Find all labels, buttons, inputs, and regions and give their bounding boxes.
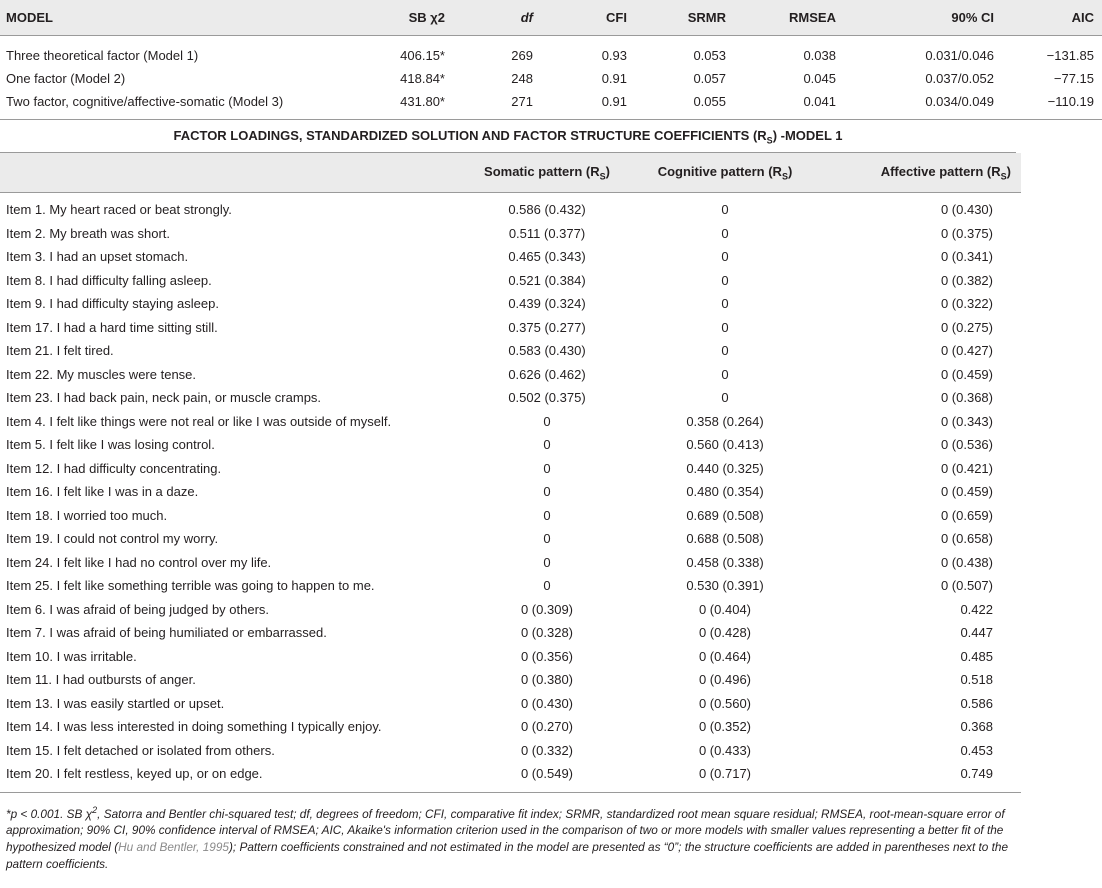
cell-item-text: Item 9. I had difficulty staying asleep. — [6, 296, 219, 312]
loadings-table-row — [0, 692, 1021, 716]
cell-cognitive: 0 (0.560) — [698, 695, 752, 711]
loadings-table-row — [0, 269, 1021, 293]
cell-affective: 0 (0.375) — [940, 225, 993, 241]
cell-affective: 0 (0.341) — [940, 249, 993, 265]
cell-somatic: 0 (0.332) — [520, 742, 574, 758]
loadings-table-row — [0, 292, 1021, 316]
col-sb-chi2-header: SB χ2 — [340, 0, 455, 36]
somatic-header-text: Somatic pattern (R — [484, 163, 600, 179]
cell-somatic: 0 — [543, 460, 551, 476]
cell-aic: −131.85 — [1046, 48, 1094, 63]
cell-affective: 0 (0.507) — [940, 578, 993, 594]
loadings-table-row — [0, 645, 1021, 669]
cell-affective: 0.586 — [960, 695, 993, 711]
loadings-table-row — [0, 480, 1021, 504]
cell-aic: −110.19 — [1008, 90, 1102, 120]
cell-srmr: 0.057 — [693, 71, 726, 86]
cell-item-text: Item 10. I was irritable. — [6, 648, 137, 664]
cell-item-text: Item 12. I had difficulty concentrating. — [6, 460, 222, 476]
cell-somatic: 0 — [543, 413, 551, 429]
cell-cognitive: 0.480 (0.354) — [686, 484, 764, 500]
cell-item-text: Item 24. I felt like I had no control over my life. — [6, 554, 272, 570]
cell-item-text: Item 16. I felt like I was in a daze. — [6, 484, 199, 500]
cell-somatic: 0.583 (0.430) — [508, 343, 586, 359]
cell-affective: 0 (0.536) — [940, 437, 993, 453]
cell-somatic: 0 — [543, 554, 551, 570]
fit-table-row — [0, 36, 1102, 68]
cell-somatic: 0.502 (0.375) — [508, 390, 586, 406]
cell-affective: 0 (0.322) — [940, 296, 993, 312]
loadings-table-row — [0, 386, 1021, 410]
cell-affective: 0.453 — [960, 742, 993, 758]
col-df-header: df — [455, 0, 543, 36]
cell-srmr: 0.055 — [640, 90, 738, 120]
cell-cognitive: 0 (0.496) — [698, 672, 752, 688]
cell-affective: 0.422 — [960, 601, 993, 617]
loadings-table-row — [0, 621, 1021, 645]
affective-header-sub: S — [1000, 171, 1007, 182]
col-cfi-header: CFI — [543, 0, 640, 36]
cell-srmr: 0.053 — [693, 48, 726, 63]
loadings-table-row — [0, 551, 1021, 575]
footnote-text-3: ); Pattern coefficients constrained and not estimated in the model are presented as “0”; the structure coefficients are added in parentheses next to the pattern coefficients. — [6, 840, 1009, 872]
col-model-header: MODEL — [0, 0, 340, 36]
loadings-table-row — [0, 504, 1021, 528]
cell-model: Two factor, cognitive/affective-somatic (Model 3) — [0, 90, 340, 120]
cell-item-text: Item 13. I was easily startled or upset. — [6, 695, 225, 711]
citation-link[interactable]: Hu and Bentler, 1995 — [118, 840, 229, 855]
cell-item-text: Item 14. I was less interested in doing something I typically enjoy. — [6, 719, 382, 735]
cell-aic: −77.15 — [1053, 71, 1094, 86]
cell-df: 271 — [455, 90, 543, 120]
cell-cognitive: 0 — [721, 390, 729, 406]
loadings-table-row — [0, 339, 1021, 363]
cognitive-header-text: Cognitive pattern (R — [657, 163, 782, 179]
cell-cognitive: 0.530 (0.391) — [686, 578, 764, 594]
cell-somatic: 0.626 (0.462) — [508, 366, 586, 382]
cell-somatic: 0.511 (0.377) — [508, 225, 586, 241]
cell-somatic: 0.521 (0.384) — [508, 272, 586, 288]
fit-table-row — [0, 67, 1102, 90]
cell-affective: 0 (0.421) — [940, 460, 993, 476]
cell-cognitive: 0 — [721, 202, 729, 218]
loadings-table-row — [0, 222, 1021, 246]
cell-affective: 0 (0.438) — [940, 554, 993, 570]
cell-item-text: Item 2. My breath was short. — [6, 225, 171, 241]
loadings-table-row — [0, 762, 1021, 792]
cell-sb-chi2: 406.15* — [400, 48, 445, 63]
cell-cognitive: 0 — [721, 225, 729, 241]
cell-affective: 0 (0.382) — [940, 272, 993, 288]
loadings-table-row — [0, 457, 1021, 481]
somatic-header-sub: S — [599, 171, 606, 182]
cell-somatic: 0 — [543, 507, 551, 523]
loadings-section-title — [0, 120, 1016, 153]
cell-cognitive: 0 (0.464) — [698, 648, 752, 664]
loadings-table-row — [0, 739, 1021, 763]
cell-rmsea: 0.038 — [803, 48, 836, 63]
fit-table-row — [0, 90, 1102, 120]
cell-cfi: 0.91 — [543, 90, 640, 120]
cell-affective: 0 (0.430) — [940, 202, 993, 218]
cell-ci: 0.031/0.046 — [925, 48, 994, 63]
cell-item-text: Item 8. I had difficulty falling asleep. — [6, 272, 212, 288]
cell-somatic: 0 (0.328) — [520, 625, 574, 641]
cell-affective: 0.518 — [960, 672, 993, 688]
loadings-table-row — [0, 433, 1021, 457]
cell-cognitive: 0.440 (0.325) — [686, 460, 764, 476]
cell-cfi: 0.93 — [601, 48, 627, 63]
cell-rmsea: 0.045 — [803, 71, 836, 86]
cell-somatic: 0 (0.430) — [520, 695, 574, 711]
loadings-table-row — [0, 598, 1021, 622]
footnote-text-2: , Satorra and Bentler chi-squared test; df, degrees of freedom; CFI, comparative fit index; SRMR, standardized root mean square residual; RMSEA, root-mean-square error of approximation; 90% CI, 90% confidence interval of RMSEA; AIC, Akaike's information criterion used in the comparison of two or more models with smaller values representing a better fit of the hypothesized model ( — [6, 806, 1005, 855]
loadings-table-row — [0, 316, 1021, 340]
cell-somatic: 0.586 (0.432) — [508, 202, 586, 218]
cell-somatic: 0 — [543, 578, 551, 594]
cell-affective: 0.749 — [817, 762, 1021, 792]
cell-affective: 0.485 — [960, 648, 993, 664]
cell-item-text: Item 5. I felt like I was losing control. — [6, 437, 215, 453]
cell-affective: 0 (0.275) — [940, 319, 993, 335]
cell-item-text: Item 17. I had a hard time sitting still. — [6, 319, 218, 335]
cell-cognitive: 0.688 (0.508) — [686, 531, 764, 547]
col-affective-header — [817, 153, 1021, 193]
cell-item-text: Item 4. I felt like things were not real or like I was outside of myself. — [6, 413, 392, 429]
col-aic-header: AIC — [1008, 0, 1102, 36]
cell-affective: 0.368 — [960, 719, 993, 735]
cell-df: 248 — [511, 71, 533, 86]
cell-item-text: Item 11. I had outbursts of anger. — [6, 672, 196, 688]
cell-cognitive: 0 — [721, 366, 729, 382]
affective-header-close: ) — [1006, 163, 1011, 179]
loadings-table-row — [0, 245, 1021, 269]
cell-cognitive: 0 — [721, 272, 729, 288]
loadings-table-row — [0, 527, 1021, 551]
somatic-header-close: ) — [605, 163, 610, 179]
cell-cognitive: 0 (0.404) — [698, 601, 752, 617]
cell-affective: 0 (0.459) — [940, 366, 993, 382]
cell-cognitive: 0 — [721, 249, 729, 265]
fit-header-row — [0, 0, 1102, 36]
loadings-title-prefix: FACTOR LOADINGS, STANDARDIZED SOLUTION AND FACTOR STRUCTURE COEFFICIENTS (R — [173, 128, 767, 143]
cell-item-text: Item 18. I worried too much. — [6, 507, 168, 523]
cell-affective: 0 (0.427) — [940, 343, 993, 359]
cognitive-header-close: ) — [787, 163, 793, 179]
cell-somatic: 0 (0.309) — [520, 601, 574, 617]
loadings-title-suffix: ) -MODEL 1 — [772, 128, 843, 143]
cell-item-text: Item 15. I felt detached or isolated from others. — [6, 742, 275, 758]
cell-rmsea: 0.041 — [738, 90, 848, 120]
cell-affective: 0 (0.459) — [940, 484, 993, 500]
cell-cognitive: 0 (0.428) — [698, 625, 752, 641]
cell-cfi: 0.91 — [601, 71, 627, 86]
cell-cognitive: 0 — [721, 296, 729, 312]
cell-sb-chi2: 431.80* — [340, 90, 455, 120]
loadings-table-row — [0, 363, 1021, 387]
cell-affective: 0 (0.343) — [940, 413, 993, 429]
cell-sb-chi2: 418.84* — [400, 71, 445, 86]
cell-affective: 0.447 — [960, 625, 993, 641]
cell-somatic: 0 (0.549) — [461, 762, 633, 792]
cell-somatic: 0.439 (0.324) — [508, 296, 586, 312]
cell-item-text: Item 7. I was afraid of being humiliated or embarrassed. — [6, 625, 327, 641]
cell-cognitive: 0 (0.717) — [633, 762, 817, 792]
cell-item-text: Item 22. My muscles were tense. — [6, 366, 197, 382]
fit-table-body — [0, 36, 1102, 120]
cell-item-text: Item 6. I was afraid of being judged by others. — [6, 601, 270, 617]
cell-df: 269 — [511, 48, 533, 63]
cell-item-text: Item 1. My heart raced or beat strongly. — [6, 202, 232, 218]
col-srmr-header: SRMR — [640, 0, 738, 36]
cell-cognitive: 0.689 (0.508) — [686, 507, 764, 523]
cell-ci: 0.034/0.049 — [848, 90, 1008, 120]
cell-ci: 0.037/0.052 — [925, 71, 994, 86]
cell-somatic: 0 — [543, 531, 551, 547]
footnote-superscript: 2 — [92, 804, 98, 815]
loadings-title-subscript: S — [766, 135, 773, 146]
loadings-header-row — [0, 153, 1021, 193]
cell-cognitive: 0 — [721, 319, 729, 335]
cell-affective: 0 (0.659) — [940, 507, 993, 523]
cell-model: One factor (Model 2) — [6, 71, 126, 86]
cell-item-text: Item 20. I felt restless, keyed up, or on edge. — [0, 762, 461, 792]
cell-somatic: 0.465 (0.343) — [508, 249, 586, 265]
cell-somatic: 0 (0.356) — [520, 648, 574, 664]
col-cognitive-header — [633, 153, 817, 193]
cell-item-text: Item 3. I had an upset stomach. — [6, 249, 189, 265]
affective-header-text: Affective pattern (R — [880, 163, 1001, 179]
col-somatic-header — [461, 153, 633, 193]
cell-somatic: 0 — [543, 484, 551, 500]
loadings-table-row — [0, 668, 1021, 692]
col-ci-header: 90% CI — [848, 0, 1008, 36]
footnote-text-1: *p < 0.001. SB χ — [6, 806, 93, 821]
table-footnote — [0, 793, 1016, 874]
cell-item-text: Item 21. I felt tired. — [6, 343, 114, 359]
loadings-table-row — [0, 574, 1021, 598]
cell-cognitive: 0.358 (0.264) — [686, 413, 764, 429]
cognitive-header-sub: S — [781, 171, 788, 182]
cell-model: Three theoretical factor (Model 1) — [6, 48, 199, 63]
cell-somatic: 0 — [543, 437, 551, 453]
factor-loadings-table — [0, 153, 1021, 793]
cell-cognitive: 0.560 (0.413) — [686, 437, 764, 453]
model-fit-table — [0, 0, 1102, 120]
loadings-table-body — [0, 193, 1021, 793]
cell-affective: 0 (0.368) — [940, 390, 993, 406]
cell-item-text: Item 19. I could not control my worry. — [6, 531, 219, 547]
cell-cognitive: 0 — [721, 343, 729, 359]
cell-item-text: Item 25. I felt like something terrible was going to happen to me. — [6, 578, 375, 594]
cell-cognitive: 0 (0.352) — [698, 719, 752, 735]
cell-somatic: 0 (0.380) — [520, 672, 574, 688]
cell-cognitive: 0.458 (0.338) — [686, 554, 764, 570]
cell-affective: 0 (0.658) — [940, 531, 993, 547]
col-item-header — [0, 153, 461, 193]
loadings-table-row — [0, 715, 1021, 739]
cell-somatic: 0.375 (0.277) — [508, 319, 586, 335]
col-rmsea-header: RMSEA — [738, 0, 848, 36]
cell-somatic: 0 (0.270) — [520, 719, 574, 735]
cell-item-text: Item 23. I had back pain, neck pain, or muscle cramps. — [6, 390, 322, 406]
loadings-table-row — [0, 193, 1021, 222]
loadings-table-row — [0, 410, 1021, 434]
cell-cognitive: 0 (0.433) — [698, 742, 752, 758]
